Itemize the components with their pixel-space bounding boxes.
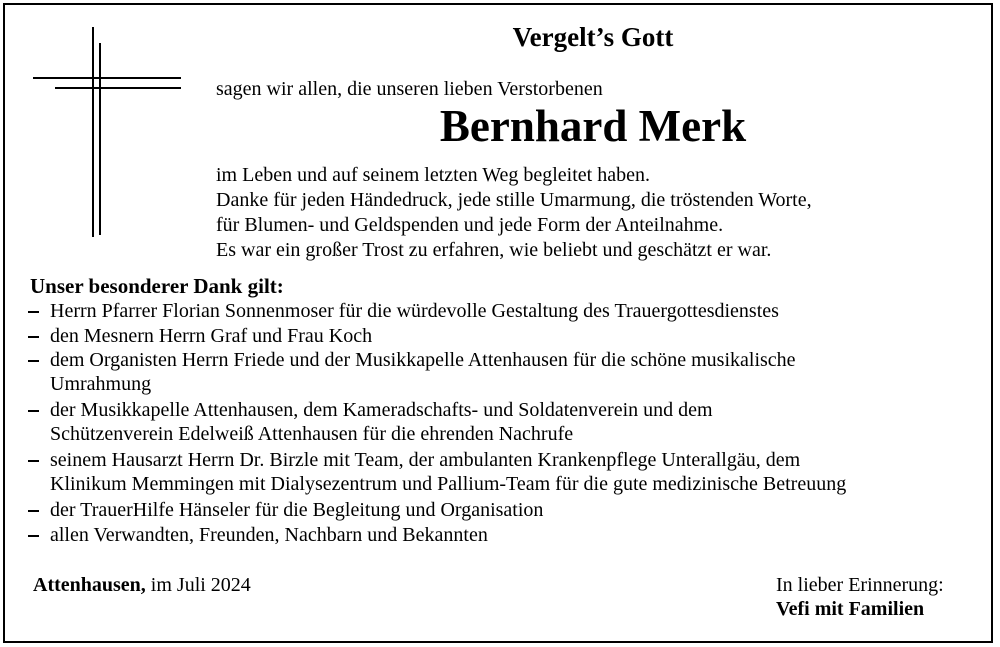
footer-place-date [33, 574, 251, 597]
heading-title: Vergelt’s Gott [512, 22, 674, 52]
body-line: Es war ein großer Trost zu erfahren, wie beliebt und geschätzt er war. [216, 239, 772, 261]
footer-closing: In lieber Erinnerung: [776, 574, 944, 596]
dash-bullet [28, 410, 39, 412]
list-item: dem Organisten Herrn Friede und der Musikkapelle Attenhausen für die schöne musikalische [50, 349, 796, 371]
list-item-continuation: Umrahmung [50, 373, 152, 395]
list-item: der Musikkapelle Attenhausen, dem Kameradschafts- und Soldatenverein und dem [50, 399, 713, 421]
list-item: seinem Hausarzt Herrn Dr. Birzle mit Team, der ambulanten Krankenpflege Unterallgäu, dem [50, 449, 801, 471]
thanks-heading: Unser besonderer Dank gilt: [30, 274, 284, 298]
body-line: Danke für jeden Händedruck, jede stille Umarmung, die tröstenden Worte, [216, 189, 812, 211]
list-item: allen Verwandten, Freunden, Nachbarn und Bekannten [50, 524, 488, 546]
dash-bullet [28, 336, 39, 338]
body-line: für Blumen- und Geldspenden und jede Form der Anteilnahme. [216, 214, 724, 236]
body-line: im Leben und auf seinem letzten Weg begleitet haben. [216, 164, 650, 186]
footer-place: Attenhausen, [33, 574, 146, 596]
footer-signature: Vefi mit Familien [776, 598, 925, 620]
intro-text: sagen wir allen, die unseren lieben Verstorbenen [216, 78, 603, 100]
footer-date: im Juli 2024 [150, 574, 251, 596]
list-item-continuation: Klinikum Memmingen mit Dialysezentrum und Pallium-Team für die gute medizinische Betreuung [50, 473, 847, 495]
dash-bullet [28, 311, 39, 313]
list-item: Herrn Pfarrer Florian Sonnenmoser für die würdevolle Gestaltung des Trauergottesdienstes [50, 300, 779, 322]
dash-bullet [28, 510, 39, 512]
list-item: den Mesnern Herrn Graf und Frau Koch [50, 325, 373, 347]
list-item-continuation: Schützenverein Edelweiß Attenhausen für die ehrenden Nachrufe [50, 423, 574, 445]
dash-bullet [28, 360, 39, 362]
dash-bullet [28, 535, 39, 537]
deceased-name: Bernhard Merk [439, 101, 747, 151]
dash-bullet [28, 460, 39, 462]
list-item: der TrauerHilfe Hänseler für die Begleitung und Organisation [50, 499, 544, 521]
